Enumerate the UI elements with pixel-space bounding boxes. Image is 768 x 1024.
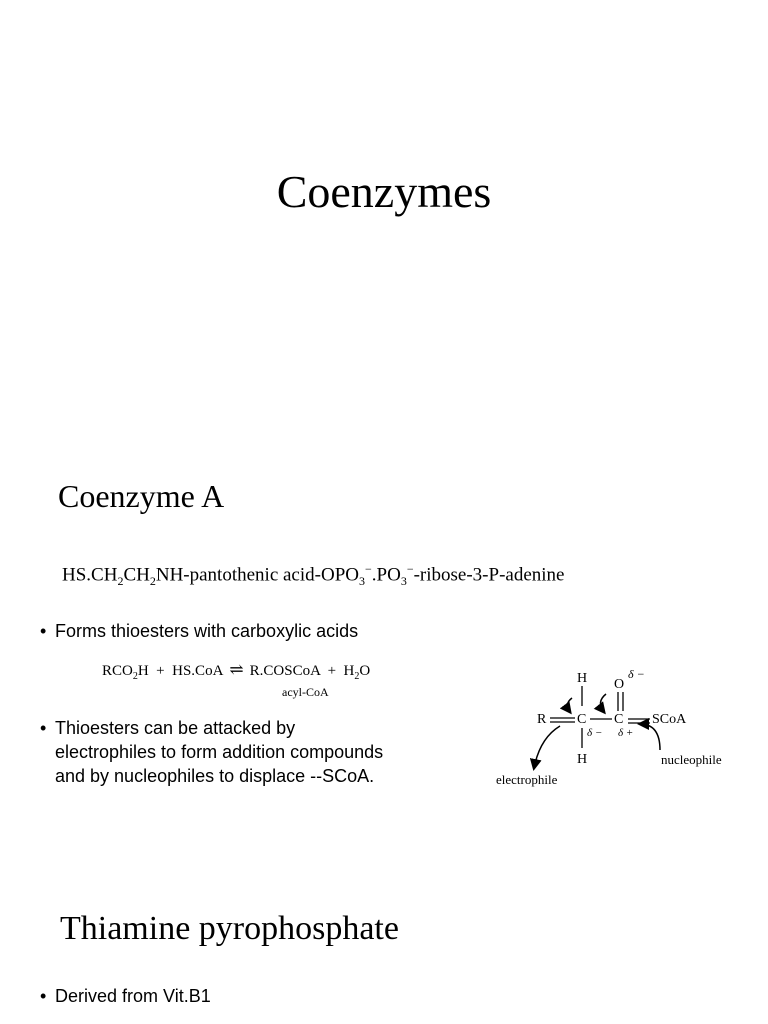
formula-text: .PO: [371, 564, 401, 586]
delta-plus-carbon-label: δ +: [618, 727, 634, 739]
formula-subscript: 2: [117, 574, 124, 589]
coenzyme-a-bullet-list-2: [40, 716, 390, 788]
bullet-item: [40, 716, 390, 788]
formula-text: -ribose-3-P-adenine: [413, 564, 565, 586]
formula-superscript: −: [406, 562, 414, 576]
bullet-item: [40, 619, 358, 643]
acyl-coa-label: acyl-CoA: [282, 685, 329, 699]
thiamine-heading: Thiamine pyrophosphate: [60, 910, 399, 947]
nucleophile-label: nucleophile: [661, 752, 722, 767]
bullet-text: Thioesters can be attacked by electrophiles to form addition compounds and by nucleophiles to displace --SCoA.: [55, 718, 384, 786]
equation-text: R.COSCoA + H: [249, 663, 355, 679]
coenzyme-a-heading: Coenzyme A: [58, 478, 225, 514]
equation-text: O: [359, 663, 371, 679]
equation-text: H + HS.CoA: [137, 663, 224, 679]
delta-minus-oxygen-label: δ −: [628, 667, 645, 681]
equilibrium-arrows-icon: ⇌: [229, 660, 244, 679]
formula-text: HS.CH: [62, 564, 118, 586]
formula-subscript: 3: [358, 574, 365, 589]
coenzyme-a-bullet-list: [40, 619, 358, 643]
formula-subscript: 2: [149, 574, 156, 589]
cropped-content-edge: [60, 1018, 360, 1024]
electrophile-label: electrophile: [496, 772, 558, 787]
curved-arrow-h-icon: [567, 698, 572, 712]
hydrogen-top-label: H: [577, 671, 588, 686]
coenzyme-a-formula: [62, 562, 564, 589]
slide-title: Coenzymes: [276, 166, 492, 217]
bullet-dot: •: [40, 718, 47, 738]
formula-text: CH: [123, 564, 150, 586]
curved-arrow-electrophile-icon: [534, 726, 560, 768]
equation-subscript: 2: [132, 671, 138, 682]
curved-arrow-carbonyl-icon: [600, 694, 606, 712]
formula-subscript: 3: [400, 574, 407, 589]
carbon-1-label: C: [577, 712, 587, 727]
r-group-label: R: [537, 712, 547, 727]
carbon-2-label: C: [614, 712, 624, 727]
hydrogen-bottom-label: H: [577, 752, 588, 767]
bullet-dot: •: [40, 986, 47, 1006]
equation-subscript: 2: [354, 671, 360, 682]
formula-superscript: −: [364, 562, 372, 576]
formula-text: NH-pantothenic acid-OPO: [155, 564, 359, 586]
delta-minus-carbon-label: δ −: [587, 727, 603, 739]
equation-text: RCO: [102, 663, 133, 679]
scoa-label: SCoA: [652, 712, 687, 727]
bullet-item: [40, 984, 211, 1008]
curved-arrow-nucleophile-icon: [640, 724, 660, 750]
bullet-dot: •: [40, 621, 47, 641]
thioester-equation: [102, 660, 370, 682]
thioester-mechanism-diagram: [490, 662, 740, 792]
thiamine-bullet-list: [40, 984, 211, 1008]
bullet-text: Derived from Vit.B1: [55, 986, 211, 1006]
bullet-text: Forms thioesters with carboxylic acids: [55, 621, 359, 641]
oxygen-label: O: [614, 677, 625, 692]
